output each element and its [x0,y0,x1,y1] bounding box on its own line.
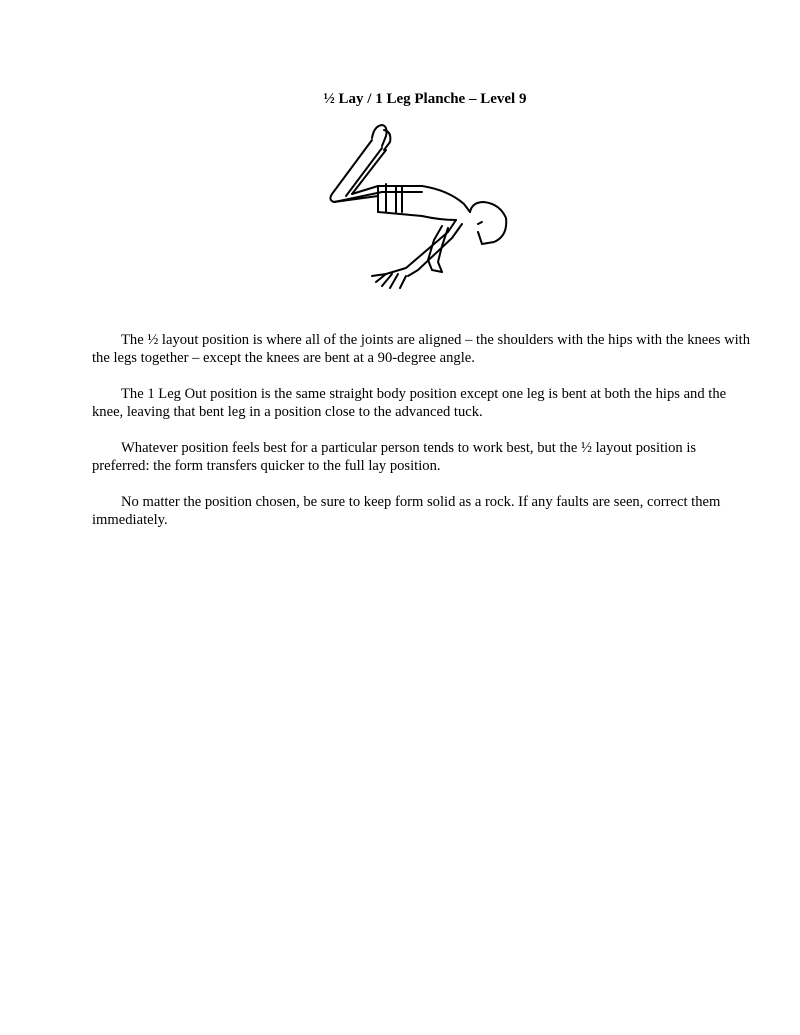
paragraph-4: No matter the position chosen, be sure to keep form solid as a rock. If any faults are seen, correct them immediately. [92,494,721,528]
body-text [92,331,754,547]
paragraph-2: The 1 Leg Out position is the same straight body position except one leg is bent at both the hips and the knee, leaving that bent leg in a position close to the advanced tuck. [92,386,727,420]
page-title: ½ Lay / 1 Leg Planche – Level 9 [323,91,527,107]
planche-figure-icon [322,120,518,296]
paragraph-3: Whatever position feels best for a particular person tends to work best, but the ½ layout position is preferred: the form transfers quicker to the full lay position. [92,440,697,474]
paragraph-1: The ½ layout position is where all of the joints are aligned – the shoulders with the hips with the knees with the legs together – except the knees are bent at a 90-degree angle. [92,332,751,366]
